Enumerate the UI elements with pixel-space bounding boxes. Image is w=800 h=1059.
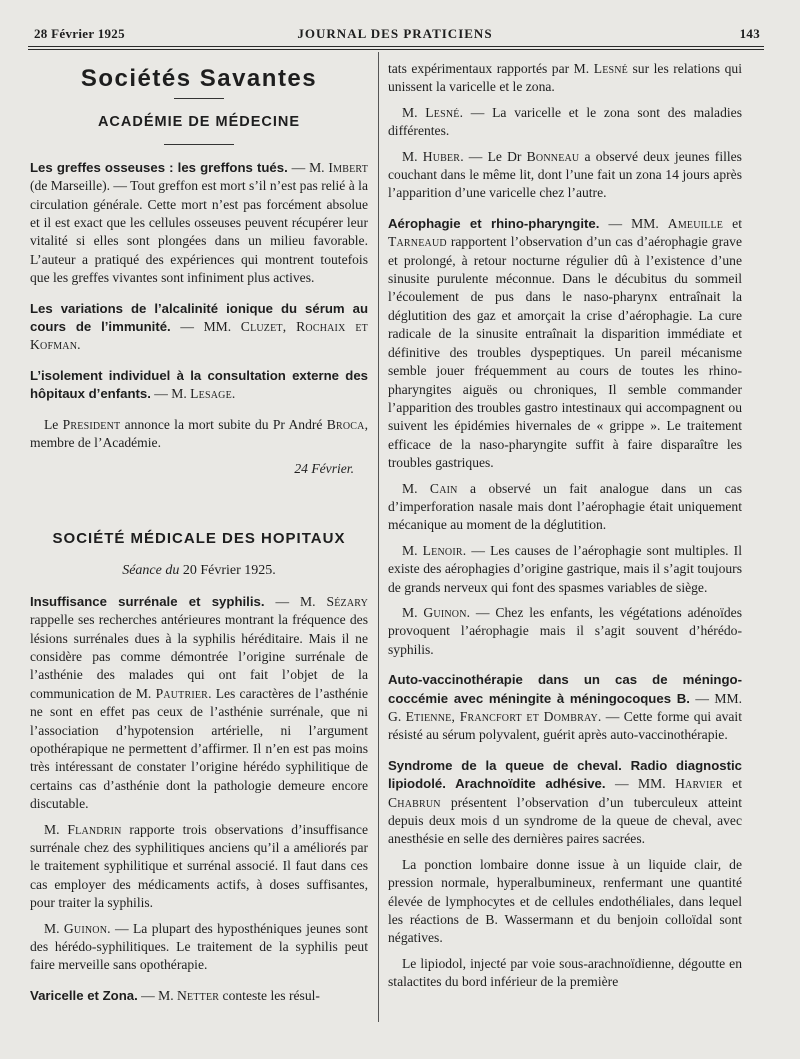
society-heading: SOCIÉTÉ MÉDICALE DES HOPITAUX bbox=[52, 529, 346, 547]
article-surrenale: Insuffisance surrénale et syphilis. — M. Sézary rappelle ses recherches antérieures montrant la fréquence des lésions surrénales dues à la syphilis héréditaire. Mais il ne considère pas comme démontrée l’origine surrénale de l’asthénie des malades qui ont fait l’objet de la communication de M. Pautrier. Les caractères de l’asthénie ne sont en effet pas ceux de l’asthénie surrénale, que ni l’association d’hypotension artérielle, ni l’argument opothérapique ne permettent d’affirmer. Il n’en est pas moins très intéressant de constater l’origine hérédo syphilitique de certains cas d’asthénie dont la pathologie demeure encore discutable. bbox=[30, 593, 369, 812]
author-name: Huber bbox=[422, 148, 461, 164]
article-varicelle: Varicelle et Zona. — M. Netter conteste les résul- bbox=[30, 987, 320, 1003]
article-title: Insuffisance surrénale et syphilis. bbox=[30, 593, 265, 609]
author-name: Imbert bbox=[328, 159, 368, 175]
article-title: L’isolement individuel à la consultation externe des hôpitaux d’enfants. bbox=[30, 367, 368, 402]
article-title: Les variations de l’alcalinité ionique du sérum au cours de l’immunité. bbox=[30, 300, 368, 335]
author-name: Bonneau bbox=[526, 148, 580, 164]
author-name: Lenoir bbox=[422, 542, 463, 558]
article-title: Auto-vaccinothérapie dans un cas de méningo-coccémie avec méningite à méningocoques B. bbox=[388, 672, 742, 706]
left-column bbox=[30, 58, 368, 1012]
article-ponction: La ponction lombaire donne issue à un liquide clair, de pression normale, hyperalbumineux, renfermant une quantité élevée de lymphocytes et de cellules endothéliales, dans lequel les réactions de B. Wassermann et du benjoin colloïdal sont négatives. bbox=[388, 856, 742, 946]
article-isolement: L’isolement individuel à la consultation externe des hôpitaux d’enfants. — M. Lesage. bbox=[30, 367, 368, 402]
author-name: Flandrin bbox=[67, 821, 122, 837]
article-broca: Le President annonce la mort subite du Pr André Broca, membre de l’Académie. bbox=[30, 416, 368, 451]
article-alcalinite: Les variations de l’alcalinité ionique du sérum au cours de l’immunité. — MM. Cluzet, Rochaix et Kofman. bbox=[30, 300, 368, 353]
article-queue-de-cheval: Syndrome de la queue de cheval. Radio diagnostic lipiodolé. Arachnoïdite adhésive. — MM. Harvier et Chabrun présentent l’observation d’un tuberculeux atteint depuis deux mois d un syndrome de la queue de cheval, avec anesthésie en selle des dernières paires sacrées. bbox=[388, 757, 742, 847]
author-name: Cluzet, Rochaix et Kofman bbox=[30, 319, 368, 353]
author-name: Etienne, Francfort et Dombray bbox=[405, 709, 598, 724]
running-header bbox=[30, 26, 760, 46]
author-name: Tarneaud bbox=[388, 234, 447, 250]
article-lenoir: M. Lenoir. — Les causes de l’aérophagie sont multiples. Il existe des aérophagies d’origine gastrique, mais il s’agit toujours de grands nerveux qui font des spasmes variables de siège. bbox=[388, 542, 742, 595]
author-name: Broca bbox=[326, 416, 365, 432]
author-name: Lesné bbox=[593, 61, 628, 76]
header-rule bbox=[28, 46, 764, 50]
article-lipiodol: Le lipiodol, injecté par voie sous-arachnoïdienne, dégoutte en stalactites du bord inférieur de la première bbox=[388, 955, 742, 990]
section-gap bbox=[30, 478, 368, 516]
author-name: Guinon bbox=[63, 920, 108, 936]
author-name: Lesné bbox=[425, 104, 460, 120]
article-title: Varicelle et Zona. bbox=[30, 987, 138, 1003]
article-guinon-2: M. Guinon. — Chez les enfants, les végétations adénoïdes provoquent l’aérophagie mais il s’agit souvent d’hérédo-syphilis. bbox=[388, 604, 742, 657]
author-name: Pautrier bbox=[155, 685, 209, 701]
article-aerophagie: Aérophagie et rhino-pharyngite. — MM. Ameuille et Tarneaud rapportent l’observation d’un cas d’aérophagie grave et prolongé, à retour nocturne régulier dû à l’existence d’une sinusite purulente méconnue. Dans le décubitus du sommeil l’écoulement de pus dans le naso-pharynx entraînait la déglutition des gaz et amorçait la crise d’aérophagie. La cure radicale de la sinusite entraînait la disparition immédiate et définitive des troubles dyspeptiques. Un pareil mécanisme semble jouer fréquemment au cours de toutes les rhino-pharyngites aiguës ou chroniques, Il semble commander l’apparition des troubles gastro intestinaux qui accompagnent ou suivent les épidémies hivernales de « grippe ». Le traitement efficace de la naso-pharyngite suffit à faire disparaître les troubles gastriques. bbox=[388, 215, 742, 471]
header-date: 28 Février 1925 bbox=[34, 26, 125, 41]
column-divider bbox=[378, 52, 379, 1022]
author-name: Ameuille bbox=[667, 215, 724, 231]
article-huber: M. Huber. — Le Dr Bonneau a observé deux jeunes filles couchant dans le même lit, dont l’une fait un zona 14 jours après l’apparition d’une varicelle chez l’autre. bbox=[388, 148, 742, 201]
article-title: Syndrome de la queue de cheval. Radio diagnostic lipiodolé. Arachnoïdite adhésive. bbox=[388, 757, 742, 792]
title-rule bbox=[174, 98, 224, 99]
article-title: Les greffes osseuses : les greffons tués. bbox=[30, 159, 288, 175]
article-flandrin: M. Flandrin rapporte trois observations d’insuffisance surrénale chez des syphilitiques anciens qu’il a améliorés par le traitement syphilitique et surrénal associé. Il faut dans ces cas employer des médicaments actifs, à doses suffisantes, pour traiter la syphilis. bbox=[30, 821, 368, 911]
academy-heading: ACADÉMIE DE MÉDECINE bbox=[97, 114, 301, 131]
author-name: Netter bbox=[177, 987, 220, 1003]
article-vaccinotherapie: Auto-vaccinothérapie dans un cas de méningo-coccémie avec méningite à méningocoques B. — MM. G. Etienne, Francfort et Dombray. — Cette forme qui avait résisté au sérum polyvalent, guérit après auto-vaccinothérapie. bbox=[388, 672, 742, 743]
author-name: Lesage bbox=[190, 386, 232, 402]
author-name: Chabrun bbox=[388, 794, 441, 810]
author-name: Sézary bbox=[326, 593, 369, 609]
header-page-number: 143 bbox=[739, 26, 760, 41]
seance-date: Séance du 20 Février 1925. bbox=[122, 563, 276, 579]
author-name: Cain bbox=[429, 480, 458, 496]
article-greffes: Les greffes osseuses : les greffons tués. — M. Imbert (de Marseille). — Tout greffon est mort s’il n’est pas relié à la circulation générale. Cette mort n’est pas forcément absolue et il est exact que les cellules osseuses peuvent récupérer leur vitalité si elles sont plongées dans un milieu favorable. L’auteur a pratiqué des expériences qui montrent toutefois que les greffes vivantes sont infiniment plus actives. bbox=[30, 159, 368, 286]
article-lesne: M. Lesné. — La varicelle et le zona sont des maladies différentes. bbox=[388, 104, 742, 139]
author-name: Harvier bbox=[675, 776, 723, 792]
author-name: Guinon bbox=[423, 604, 467, 620]
dateline: 24 Février. bbox=[294, 460, 354, 476]
article-guinon: M. Guinon. — La plupart des hyposthéniques jeunes sont des hérédo-syphilitiques. Le traitement de la syphilis peut faire merveille sans opothérapie. bbox=[30, 920, 368, 973]
main-title: Sociétés Savantes bbox=[80, 65, 318, 92]
article-title: Aérophagie et rhino-pharyngite. bbox=[388, 215, 600, 231]
article-varicelle-cont: tats expérimentaux rapportés par M. Lesné sur les relations qui unissent la varicelle et le zona. bbox=[388, 61, 742, 95]
academy-rule bbox=[164, 144, 234, 145]
article-cain: M. Cain a observé un fait analogue dans un cas d’imperforation nasale mais dont l’aérophagie était uniquement mécanique au moment de la déglutition. bbox=[388, 480, 742, 533]
header-journal-title: JOURNAL DES PRATICIENS bbox=[297, 26, 493, 41]
right-column bbox=[388, 60, 742, 999]
